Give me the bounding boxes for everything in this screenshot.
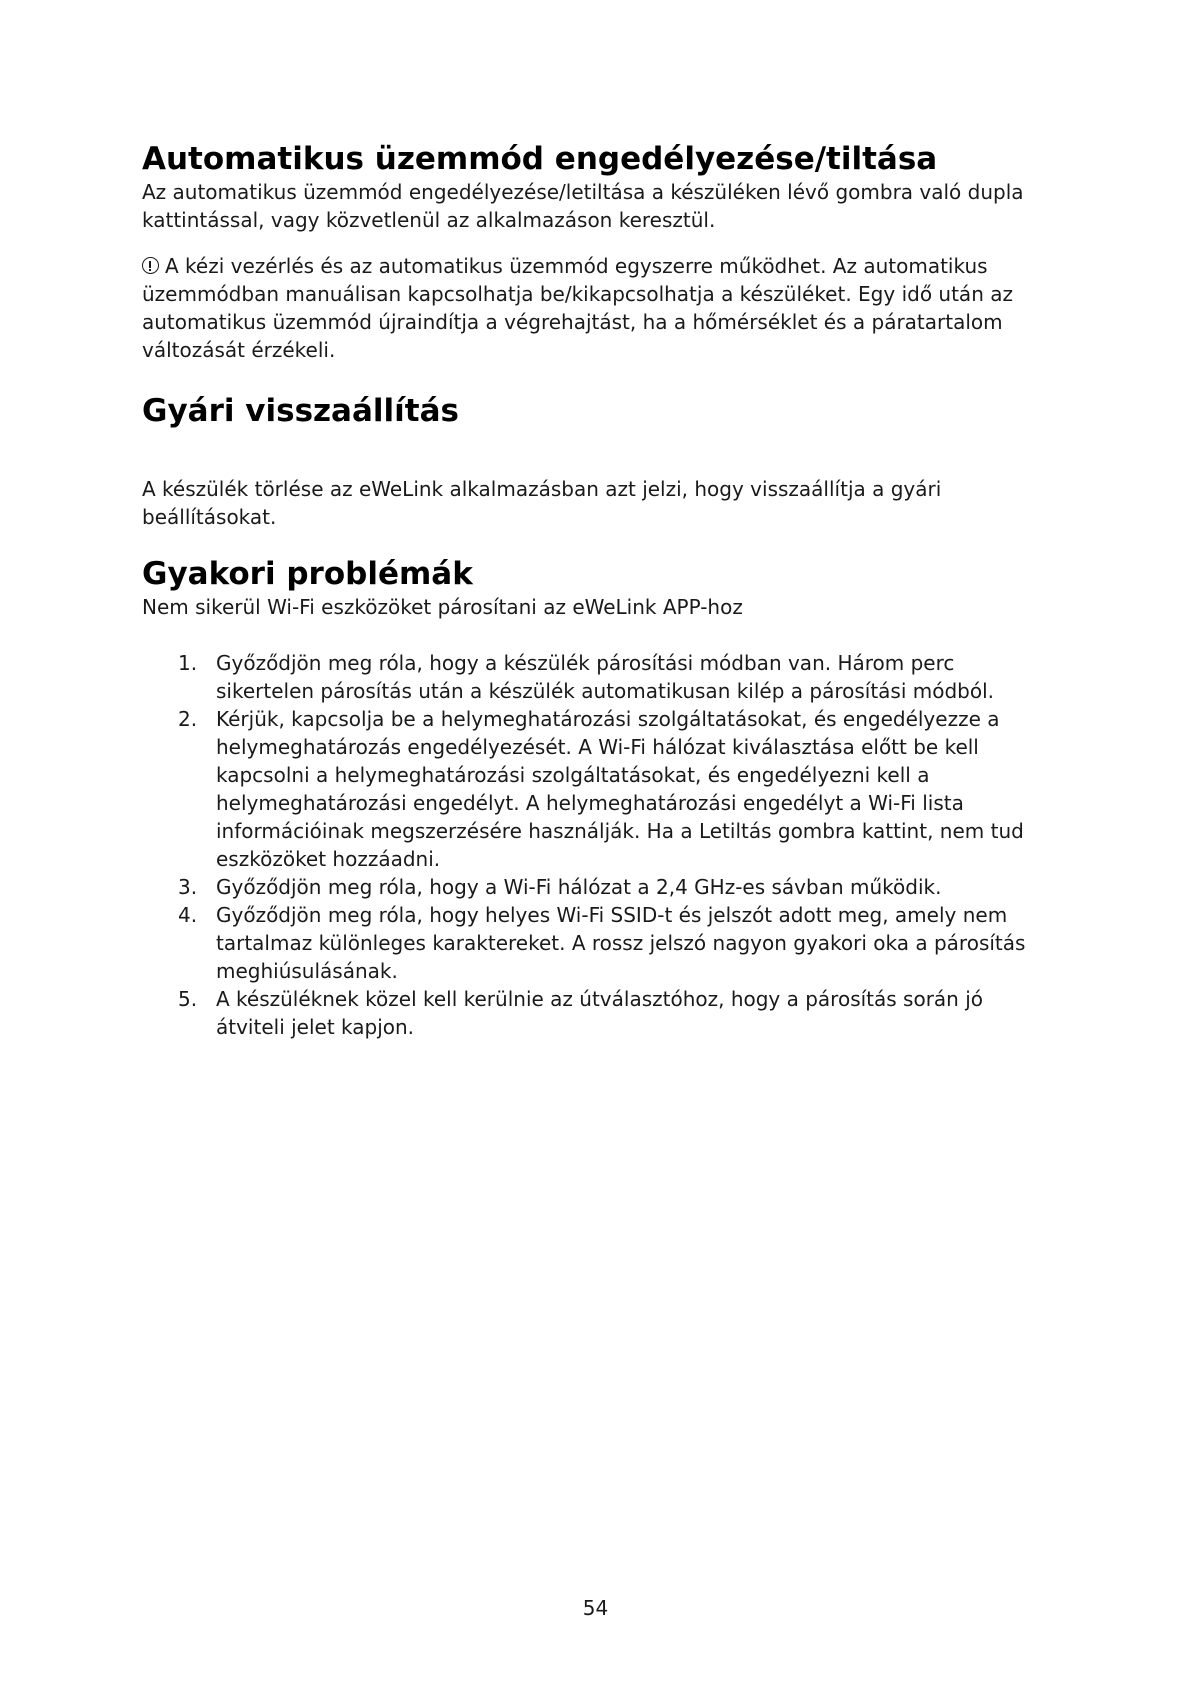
list-item-number: 4. [178,903,198,927]
factory-reset-body: A készülék törlése az eWeLink alkalmazásban azt jelzi, hogy visszaállítja a gyári beállításokat. [142,477,942,529]
page-content [142,140,1042,1041]
auto-mode-note-text: A kézi vezérlés és az automatikus üzemmód egyszerre működhet. Az automatikus üzemmódban manuálisan kapcsolhatja be/kikapcsolhatja a készüléket. Egy idő után az automatikus üzemmód újraindítja a végrehajtást, ha a hőmérséklet és a páratartalom változását érzékeli. [142,254,1013,362]
list-item [142,985,1042,1041]
faq-heading: Gyakori problémák [142,556,473,592]
faq-subtitle: Nem sikerül Wi-Fi eszközöket párosítani az eWeLink APP-hoz [142,595,743,619]
factory-reset-heading: Gyári visszaállítás [142,393,459,429]
list-item-text: Győződjön meg róla, hogy a készülék párosítási módban van. Három perc sikertelen párosítás után a készülék automatikusan kilép a párosítási módból. [216,651,995,703]
list-item-number: 1. [178,651,198,675]
list-item-text: Győződjön meg róla, hogy helyes Wi-Fi SSID-t és jelszót adott meg, amely nem tartalmaz különleges karaktereket. A rossz jelszó nagyon gyakori oka a párosítás meghiúsulásának. [216,903,1026,983]
list-item-number: 2. [178,707,198,731]
auto-mode-heading: Automatikus üzemmód engedélyezése/tiltása [142,141,938,177]
auto-mode-note [142,252,1042,364]
exclamation-circle-icon [142,257,159,274]
list-item-number: 5. [178,987,198,1011]
faq-list [142,649,1042,1041]
list-item-number: 3. [178,875,198,899]
list-item-text: Kérjük, kapcsolja be a helymeghatározási szolgáltatásokat, és engedélyezze a helymeghatározás engedélyezését. A Wi-Fi hálózat kiválasztása előtt be kell kapcsolni a helymeghatározási szolgáltatásokat, és engedélyezni kell a helymeghatározási engedélyt. A helymeghatározási engedélyt a Wi-Fi lista információinak megszerzésére használják. Ha a Letiltás gombra kattint, nem tud eszközöket hozzáadni. [216,707,1024,871]
list-item-text: A készüléknek közel kell kerülnie az útválasztóhoz, hogy a párosítás során jó átviteli jelet kapjon. [216,987,984,1039]
auto-mode-intro: Az automatikus üzemmód engedélyezése/letiltása a készüléken lévő gombra való dupla kattintással, vagy közvetlenül az alkalmazáson keresztül. [142,180,1024,232]
list-item-text: Győződjön meg róla, hogy a Wi-Fi hálózat a 2,4 GHz-es sávban működik. [216,875,942,899]
list-item [142,901,1042,985]
page-number: 54 [582,1596,609,1620]
list-item [142,649,1042,705]
list-item [142,705,1042,873]
list-item [142,873,1042,901]
